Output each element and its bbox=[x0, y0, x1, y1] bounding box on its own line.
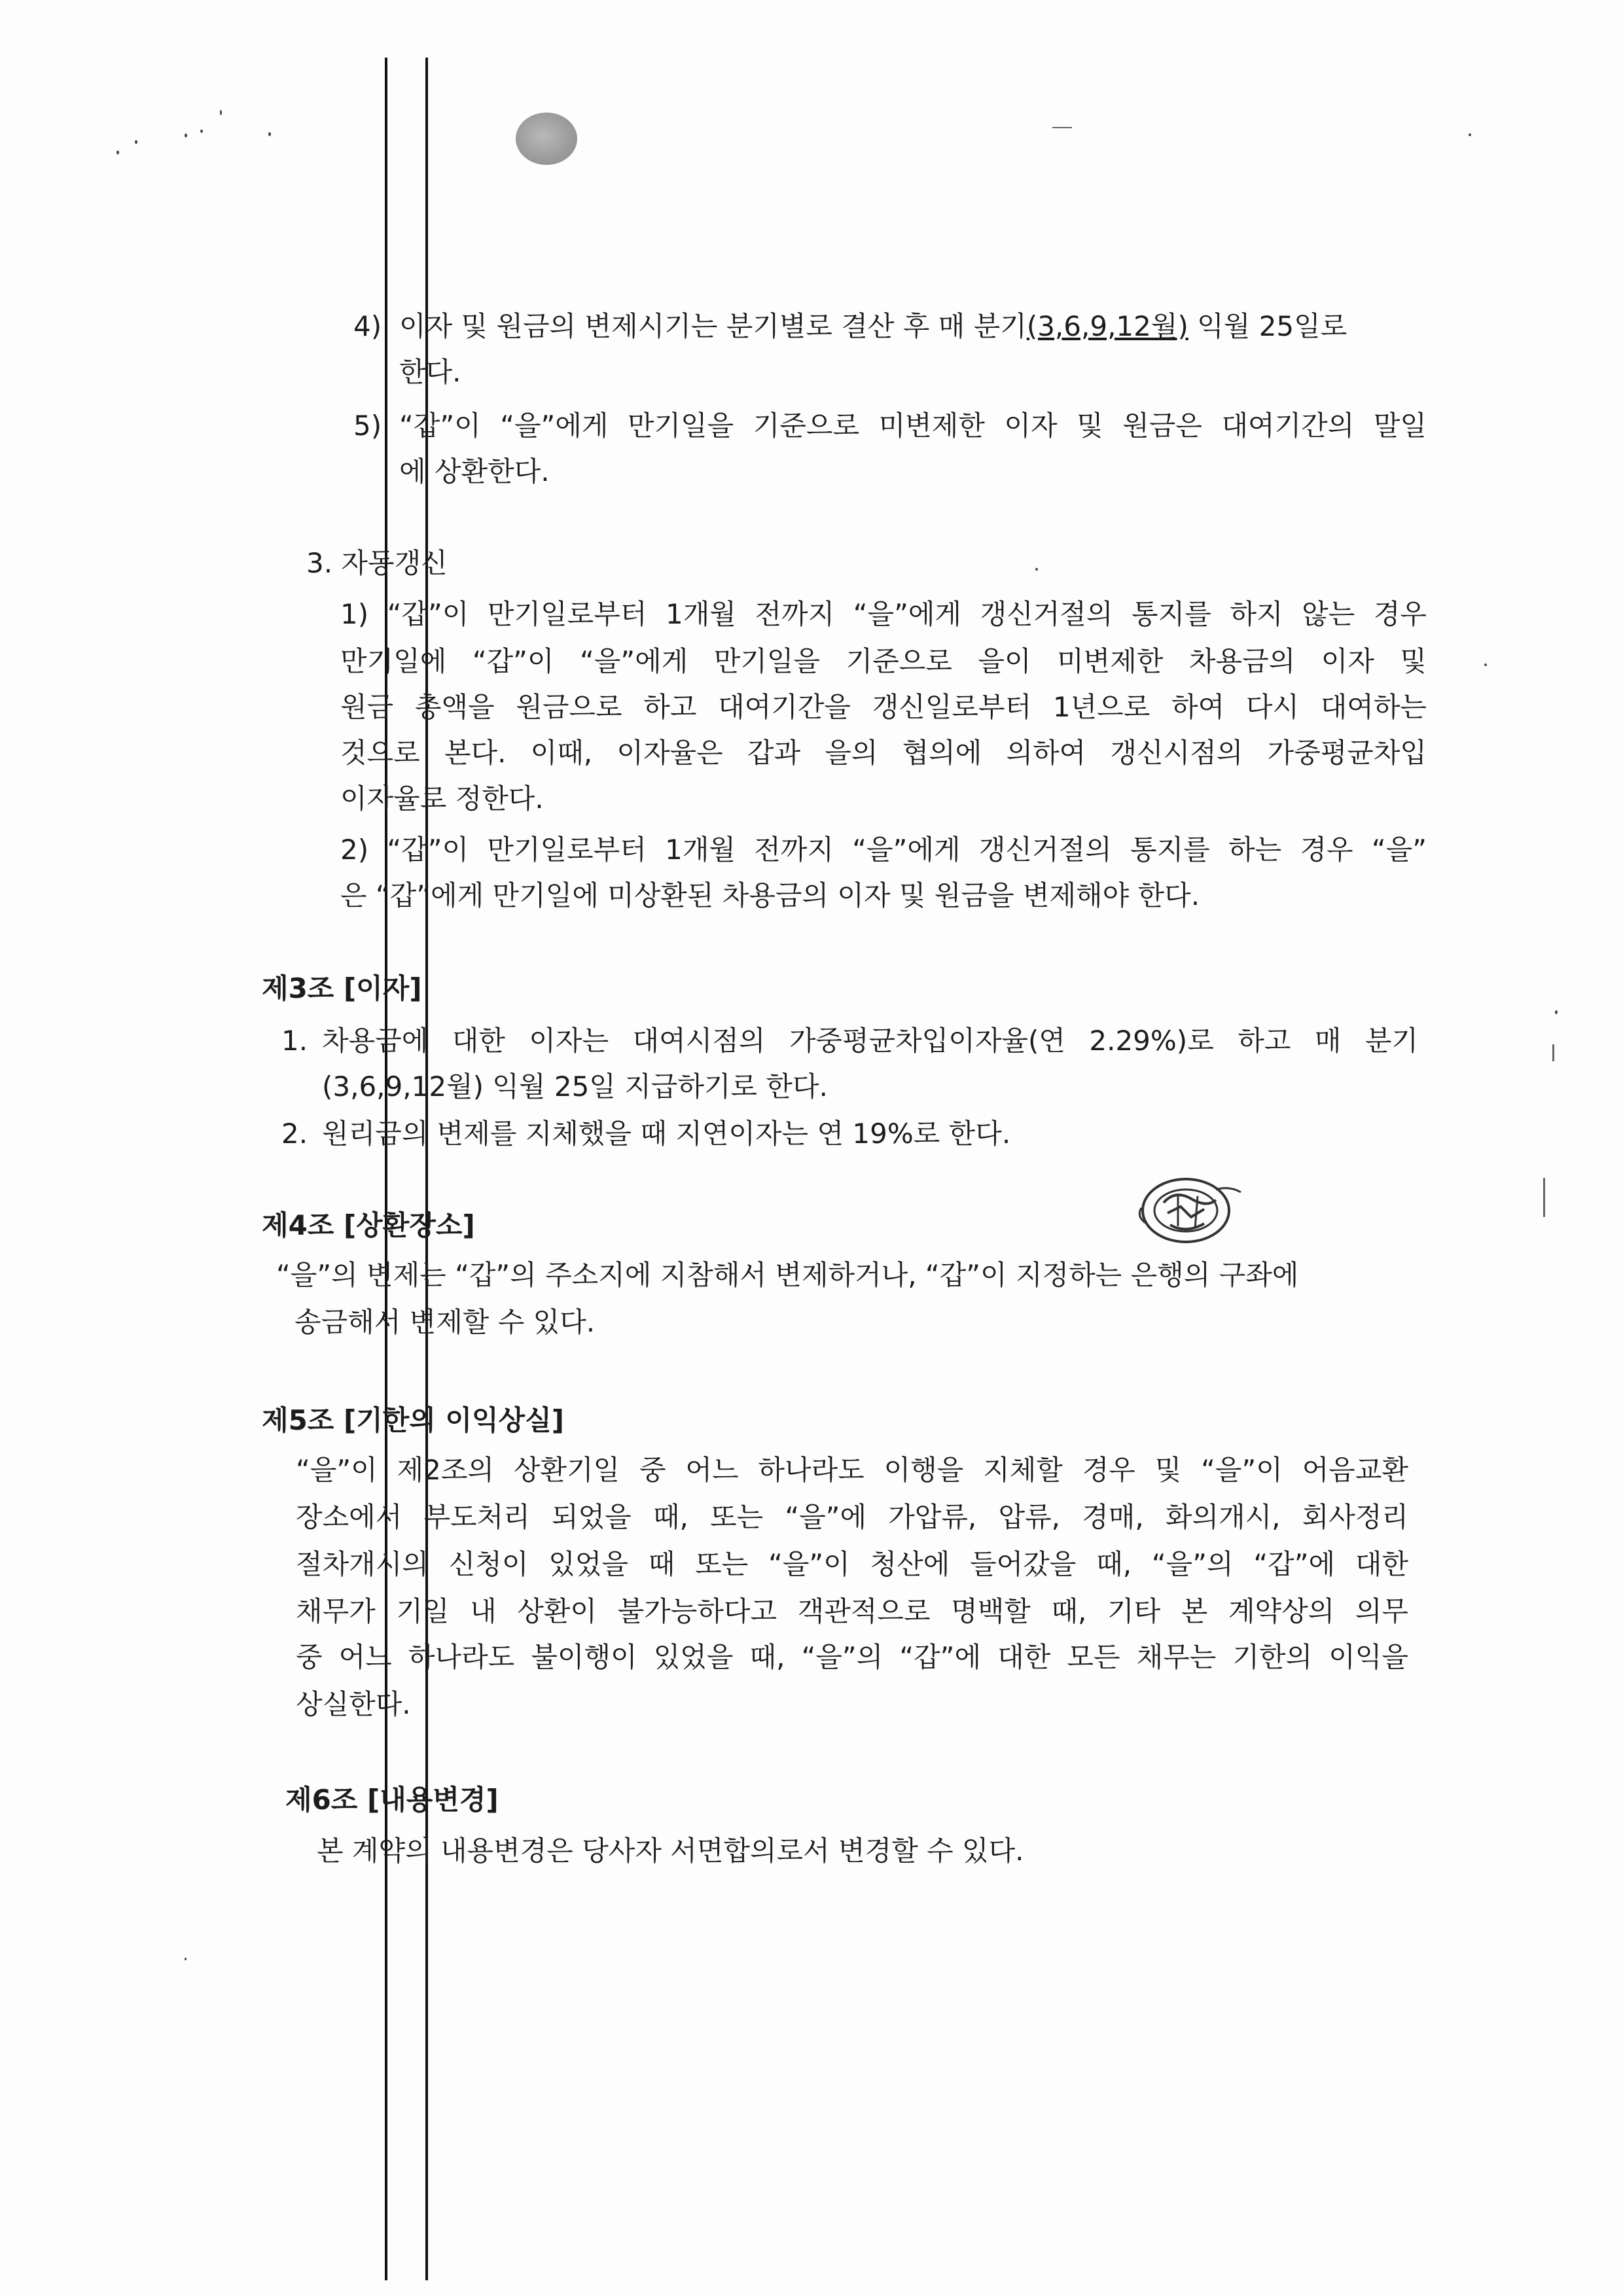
punch-hole bbox=[516, 113, 577, 165]
item-4-number: 4) bbox=[353, 310, 382, 342]
scan-mark bbox=[1552, 1044, 1554, 1061]
article-3-item-1-line-1: 차용금에 대한 이자는 대여시점의 가중평균차입이자율(연 2.29%)로 하고 매 분기 bbox=[322, 1025, 1418, 1057]
scan-speck bbox=[1484, 663, 1487, 666]
binder-line bbox=[425, 58, 428, 2280]
scan-speck bbox=[268, 132, 271, 136]
item-4-line-1 bbox=[399, 310, 1347, 342]
scan-mark bbox=[1543, 1178, 1545, 1217]
article-5-line-5: 중 어느 하나라도 불이행이 있었을 때, “을”의 “갑”에 대한 모든 채무는 기한의 이익을 bbox=[296, 1641, 1408, 1673]
section-3-item-1-line-3: 원금 총액을 원금으로 하고 대여기간을 갱신일로부터 1년으로 하여 다시 대여하는 bbox=[340, 691, 1427, 723]
item-5-number: 5) bbox=[353, 410, 382, 442]
article-5-line-3: 절차개시의 신청이 있었을 때 또는 “을”이 청산에 들어갔을 때, “을”의 “갑”에 대한 bbox=[296, 1548, 1408, 1580]
article-4-line-1: “을”의 변제는 “갑”의 주소지에 지참해서 변제하거나, “갑”이 지정하는 은행의 구좌에 bbox=[276, 1259, 1299, 1291]
article-4-line-2: 송금해서 변제할 수 있다. bbox=[294, 1306, 596, 1338]
article-4-heading: 제4조 [상환장소] bbox=[262, 1209, 475, 1241]
article-3-heading: 제3조 [이자] bbox=[262, 972, 422, 1004]
section-3-item-2-line-1: 2) “갑”이 만기일로부터 1개월 전까지 “을”에게 갱신거절의 통지를 하는 경우 “을” bbox=[340, 834, 1427, 866]
section-3-item-1-line-1: 1) “갑”이 만기일로부터 1개월 전까지 “을”에게 갱신거절의 통지를 하지 않는 경우 bbox=[340, 598, 1427, 630]
article-3-item-1-line-2: (3,6,9,12월) 익월 25일 지급하기로 한다. bbox=[322, 1070, 828, 1103]
item-4-months: (3,6,9,12월) bbox=[1026, 310, 1188, 342]
article-5-heading: 제5조 [기한의 이익상실] bbox=[262, 1404, 565, 1436]
scan-speck bbox=[1555, 1010, 1558, 1014]
section-3-heading: 3. 자동갱신 bbox=[306, 547, 448, 579]
company-seal-icon bbox=[1118, 1170, 1262, 1255]
scan-speck bbox=[185, 1958, 187, 1960]
article-6-line-1: 본 계약의 내용변경은 당사자 서면합의로서 변경할 수 있다. bbox=[317, 1835, 1024, 1867]
item-4-text: 이자 및 원금의 변제시기는 분기별로 결산 후 매 분기 bbox=[399, 310, 1027, 342]
item-5-line-1: “갑”이 “을”에게 만기일을 기준으로 미변제한 이자 및 원금은 대여기간의 말일 bbox=[399, 410, 1427, 442]
article-6-heading: 제6조 [내용변경] bbox=[285, 1784, 499, 1816]
section-3-item-1-line-5: 이자율로 정한다. bbox=[340, 783, 544, 815]
section-3-item-1-line-2: 만기일에 “갑”이 “을”에게 만기일을 기준으로 을이 미변제한 차용금의 이자 및 bbox=[340, 645, 1427, 677]
section-3-item-1-line-4: 것으로 본다. 이때, 이자율은 갑과 을의 협의에 의하여 갱신시점의 가중평균차입 bbox=[340, 737, 1427, 769]
article-3-item-1-number: 1. bbox=[281, 1025, 308, 1057]
scan-speck bbox=[185, 133, 187, 137]
item-4-line-2: 한다. bbox=[399, 356, 461, 388]
scan-mark bbox=[1052, 127, 1072, 128]
section-3-item-2-line-2: 은 “갑”에게 만기일에 미상환된 차용금의 이자 및 원금을 변제해야 한다. bbox=[340, 879, 1200, 911]
article-5-line-4: 채무가 기일 내 상환이 불가능하다고 객관적으로 명백할 때, 기타 본 계약상의 의무 bbox=[296, 1595, 1408, 1627]
scan-speck bbox=[1469, 133, 1471, 136]
article-5-line-1: “을”이 제2조의 상환기일 중 어느 하나라도 이행을 지체할 경우 및 “을”이 어음교환 bbox=[296, 1454, 1408, 1486]
scan-speck bbox=[116, 150, 119, 154]
article-5-line-2: 장소에서 부도처리 되었을 때, 또는 “을”에 가압류, 압류, 경매, 화의개시, 회사정리 bbox=[296, 1501, 1408, 1533]
item-4-text-end: 익월 25일로 bbox=[1188, 310, 1347, 342]
article-3-item-2-number: 2. bbox=[281, 1118, 308, 1150]
scan-speck bbox=[135, 140, 137, 144]
article-3-item-2-line-1: 원리금의 변제를 지체했을 때 지연이자는 연 19%로 한다. bbox=[322, 1118, 1011, 1150]
binder-line bbox=[385, 58, 387, 2280]
article-5-line-6: 상실한다. bbox=[296, 1688, 411, 1720]
item-5-line-2: 에 상환한다. bbox=[399, 455, 550, 487]
scan-speck bbox=[220, 110, 222, 115]
scan-speck bbox=[1035, 568, 1038, 571]
scan-speck bbox=[200, 130, 203, 133]
